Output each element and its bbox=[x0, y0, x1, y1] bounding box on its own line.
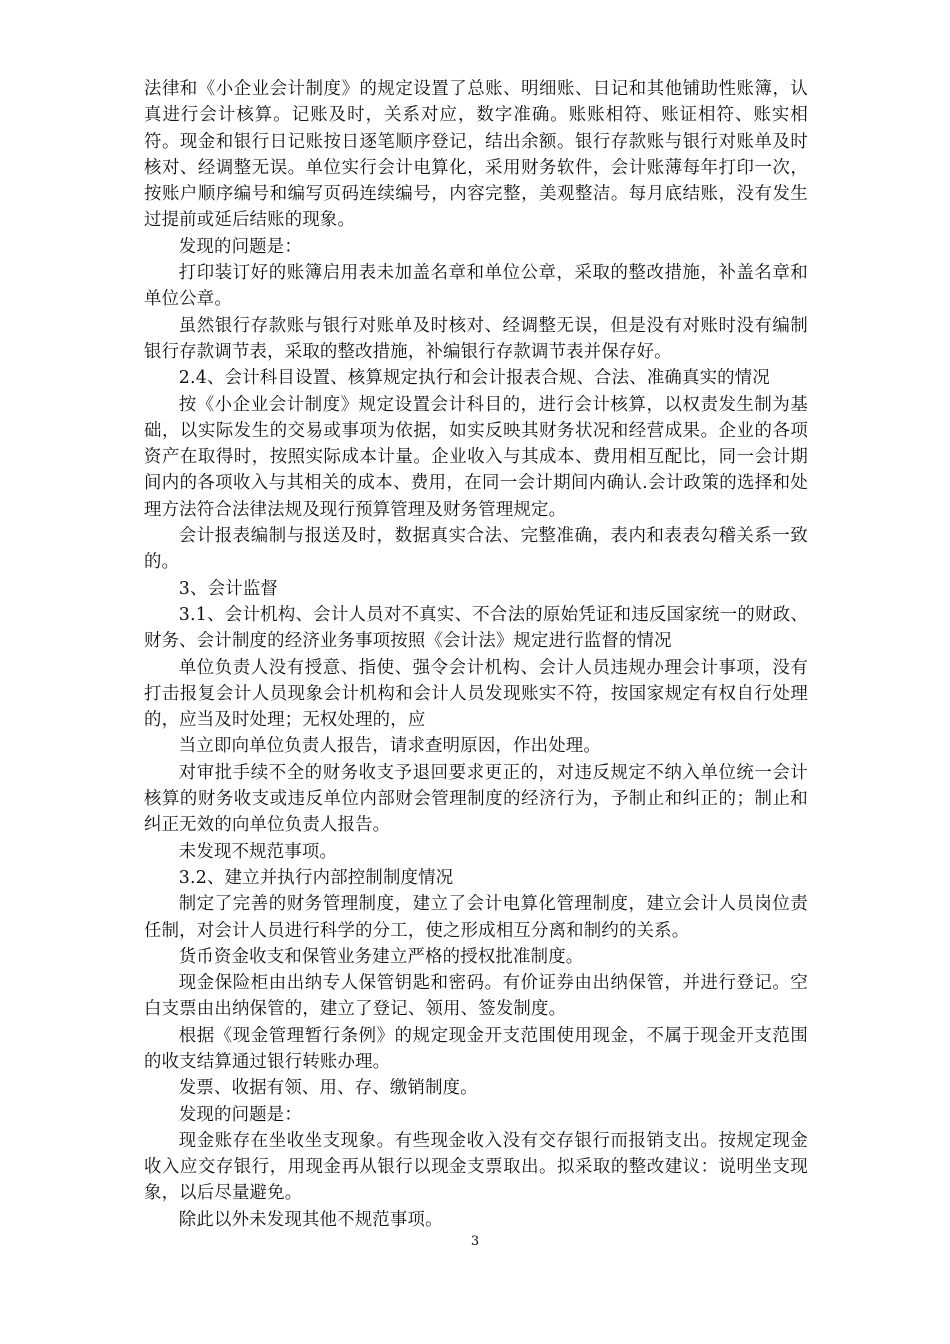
paragraph: 现金保险柜由出纳专人保管钥匙和密码。有价证券由出纳保管，并进行登记。空白支票由出纳保管的，建立了登记、领用、签发制度。 bbox=[144, 973, 808, 1020]
paragraph: 除此以外未发现其他不规范事项。 bbox=[178, 1209, 443, 1230]
paragraph: 单位负责人没有授意、指使、强令会计机构、会计人员违规办理会计事项，没有打击报复会计人员现象会计机构和会计人员发现账实不符，按国家规定有权自行处理的，应当及时处理；无权处理的，应 bbox=[144, 657, 808, 731]
section-heading: 3.1、会计机构、会计人员对不真实、不合法的原始凭证和违反国家统一的财政、财务、会计制度的经济业务事项按照《会计法》规定进行监督的情况 bbox=[144, 604, 808, 652]
paragraph: 对审批手续不全的财务收支予退回要求更正的，对违反规定不纳入单位统一会计核算的财务收支或违反单位内部财会管理制度的经济行为，予制止和纠正的；制止和纠正无效的向单位负责人报告。 bbox=[144, 762, 808, 836]
paragraph: 打印装订好的账簿启用表未加盖名章和单位公章，采取的整改措施，补盖名章和单位公章。 bbox=[144, 263, 808, 310]
paragraph: 根据《现金管理暂行条例》的规定现金开支范围使用现金，不属于现金开支范围的收支结算通过银行转账办理。 bbox=[144, 1025, 808, 1072]
section-heading: 3.2、建立并执行内部控制制度情况 bbox=[178, 867, 454, 888]
section-heading: 3、会计监督 bbox=[178, 578, 279, 599]
paragraph: 制定了完善的财务管理制度，建立了会计电算化管理制度，建立会计人员岗位责任制，对会计人员进行科学的分工，使之形成相互分离和制约的关系。 bbox=[144, 894, 808, 941]
paragraph: 按《小企业会计制度》规定设置会计科目的，进行会计核算，以权责发生制为基础，以实际发生的交易或事项为依据，如实反映其财务状况和经营成果。企业的各项资产在取得时，按照实际成本计量。企业收入与其成本、费用相互配比，同一会计期间内的各项收入与其相关的成本、费用，在同一会计期间内确认.会计政策的选择和处理方法符合法律法规及现行预算管理及财务管理规定。 bbox=[144, 394, 808, 520]
paragraph: 当立即向单位负责人报告，请求查明原因，作出处理。 bbox=[178, 736, 601, 757]
paragraph: 发现的问题是： bbox=[178, 236, 302, 257]
paragraph: 虽然银行存款账与银行对账单及时核对、经调整无误，但是没有对账时没有编制银行存款调节表，采取的整改措施，补编银行存款调节表并保存好。 bbox=[144, 315, 808, 362]
document-body bbox=[144, 76, 808, 1233]
paragraph: 发票、收据有领、用、存、缴销制度。 bbox=[178, 1078, 478, 1099]
paragraph: 货币资金收支和保管业务建立严格的授权批准制度。 bbox=[178, 946, 584, 967]
section-heading: 2.4、会计科目设置、核算规定执行和会计报表合规、合法、准确真实的情况 bbox=[178, 368, 770, 389]
paragraph: 发现的问题是： bbox=[178, 1104, 302, 1125]
page-number: 3 bbox=[470, 1234, 480, 1249]
paragraph: 会计报表编制与报送及时，数据真实合法、完整准确，表内和表表勾稽关系一致的。 bbox=[144, 526, 808, 573]
paragraph: 未发现不规范事项。 bbox=[178, 841, 338, 862]
paragraph: 现金账存在坐收坐支现象。有些现金收入没有交存银行而报销支出。按规定现金收入应交存银行，用现金再从银行以现金支票取出。拟采取的整改建议：说明坐支现象，以后尽量避免。 bbox=[144, 1130, 808, 1204]
paragraph: 法律和《小企业会计制度》的规定设置了总账、明细账、日记和其他铺助性账簿，认真进行会计核算。记账及时，关系对应，数字准确。账账相符、账证相符、账实相符。现金和银行日记账按日逐笔顺序登记，结出余额。银行存款账与银行对账单及时核对、经调整无误。单位实行会计电算化，采用财务软件，会计账薄每年打印一次，按账户顺序编号和编写页码连续编号，内容完整，美观整洁。每月底结账，没有发生过提前或延后结账的现象。 bbox=[144, 79, 808, 231]
